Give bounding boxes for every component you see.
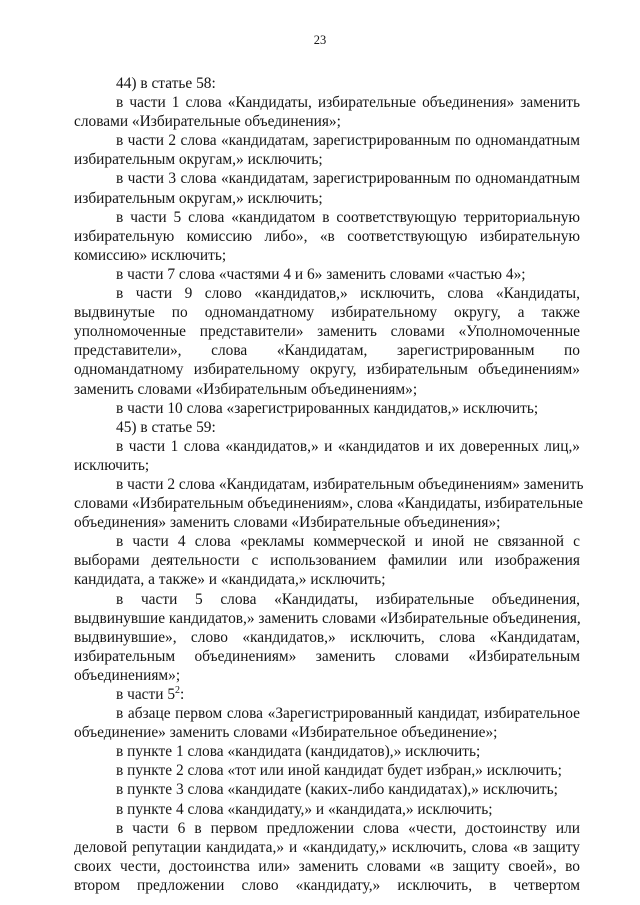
text-line: представители», слова «Кандидатам, зарегистрированным по <box>74 342 580 360</box>
part-5-2-heading <box>74 685 580 704</box>
text-line: избирательным объединениям» заменить словами «Избирательным <box>74 647 580 665</box>
text-line: кандидата, а также» и «кандидата,» исключить; <box>74 571 386 589</box>
text-line: в части 1 слова «кандидатов,» и «кандидатов и их доверенных лиц,» <box>116 437 580 455</box>
text-line: комиссию» исключить; <box>74 246 227 264</box>
text-line: объединения» заменить словами «Избирательные объединения»; <box>74 514 501 532</box>
text-line: словами «Избирательным объединениям», слова «Кандидаты, избирательные <box>74 495 584 513</box>
text-line: в части 9 слово «кандидатов,» исключить, слова «Кандидаты, <box>116 285 580 303</box>
text-line: одномандатному избирательному округу, избирательным объединениям» <box>74 361 580 379</box>
text-line: выдвинутые по одномандатному избирательному округу, а также <box>74 304 580 322</box>
text-line: избирательным округам,» исключить; <box>74 151 323 169</box>
text-line: в части 7 слова «частями 4 и 6» заменить словами «частью 4»; <box>116 265 526 283</box>
text-line: в части 6 в первом предложении слова «чести, достоинству или <box>116 819 580 837</box>
part-5-2-label: в части 5 <box>116 686 176 703</box>
article-item-44: 44) в статье 58: <box>116 75 216 92</box>
text-line: в пункте 3 слова «кандидате (каких-либо кандидатах),» исключить; <box>116 781 558 799</box>
text-line: уполномоченные представители» заменить словами «Уполномоченные <box>74 323 580 341</box>
text-line: своих чести, достоинства или» заменить словами «в защиту своей», во <box>74 857 580 875</box>
text-line: в части 5 слова «кандидатом в соответствующую территориальную <box>116 208 580 226</box>
text-line: в части 4 слова «рекламы коммерческой и иной не связанной с <box>116 533 580 551</box>
text-line: выдвинувшие кандидатов,» заменить словами «Избирательные объединения, <box>74 609 581 627</box>
text-line: исключить; <box>74 456 150 474</box>
text-line: в пункте 2 слова «тот или иной кандидат будет избран,» исключить; <box>116 762 562 780</box>
text-line: в части 2 слова «кандидатам, зарегистрированным по одномандатным <box>116 132 580 150</box>
text-line: в абзаце первом слова «Зарегистрированный кандидат, избирательное <box>116 705 580 723</box>
text-line: втором предложении слово «кандидату,» исключить, в четвертом <box>74 876 580 894</box>
part-5-2-colon: : <box>180 686 185 703</box>
article-item-45: 45) в статье 59: <box>116 418 216 436</box>
text-line: объединение» заменить словами «Избирательное объединение»; <box>74 724 498 742</box>
text-line: избирательную комиссию либо», «в соответствующую избирательную <box>74 227 580 245</box>
text-line: в части 5 слова «Кандидаты, избирательные объединения, <box>116 590 580 608</box>
text-line: словами «Избирательные объединения»; <box>74 113 341 131</box>
text-line: в пункте 1 слова «кандидата (кандидатов),» исключить; <box>116 743 481 761</box>
text-line: в части 2 слова «Кандидатам, избирательным объединениям» заменить <box>116 475 584 493</box>
text-line: в части 3 слова «кандидатам, зарегистрированным по одномандатным <box>116 170 580 188</box>
superscript: 2 <box>175 685 181 696</box>
text-line: выдвинувшие», слово «кандидатов,» исключить, слова «Кандидатам, <box>74 628 580 646</box>
text-line: избирательным округам,» исключить; <box>74 189 323 207</box>
text-line: выборами деятельности с использованием фамилии или изображения <box>74 552 580 570</box>
text-line: в пункте 4 слова «кандидату,» и «кандидата,» исключить; <box>116 800 493 818</box>
text-line: заменить словами «Избирательным объединениям»; <box>74 380 418 398</box>
document-body <box>74 74 584 895</box>
text-line: в части 1 слова «Кандидаты, избирательные объединения» заменить <box>116 94 580 112</box>
text-line: в части 10 слова «зарегистрированных кандидатов,» исключить; <box>116 399 539 417</box>
text-line: деловой репутации кандидата,» и «кандидату,» исключить, слова «в защиту <box>74 838 580 856</box>
text-line: объединениям»; <box>74 666 181 684</box>
page-number: 23 <box>313 33 327 47</box>
